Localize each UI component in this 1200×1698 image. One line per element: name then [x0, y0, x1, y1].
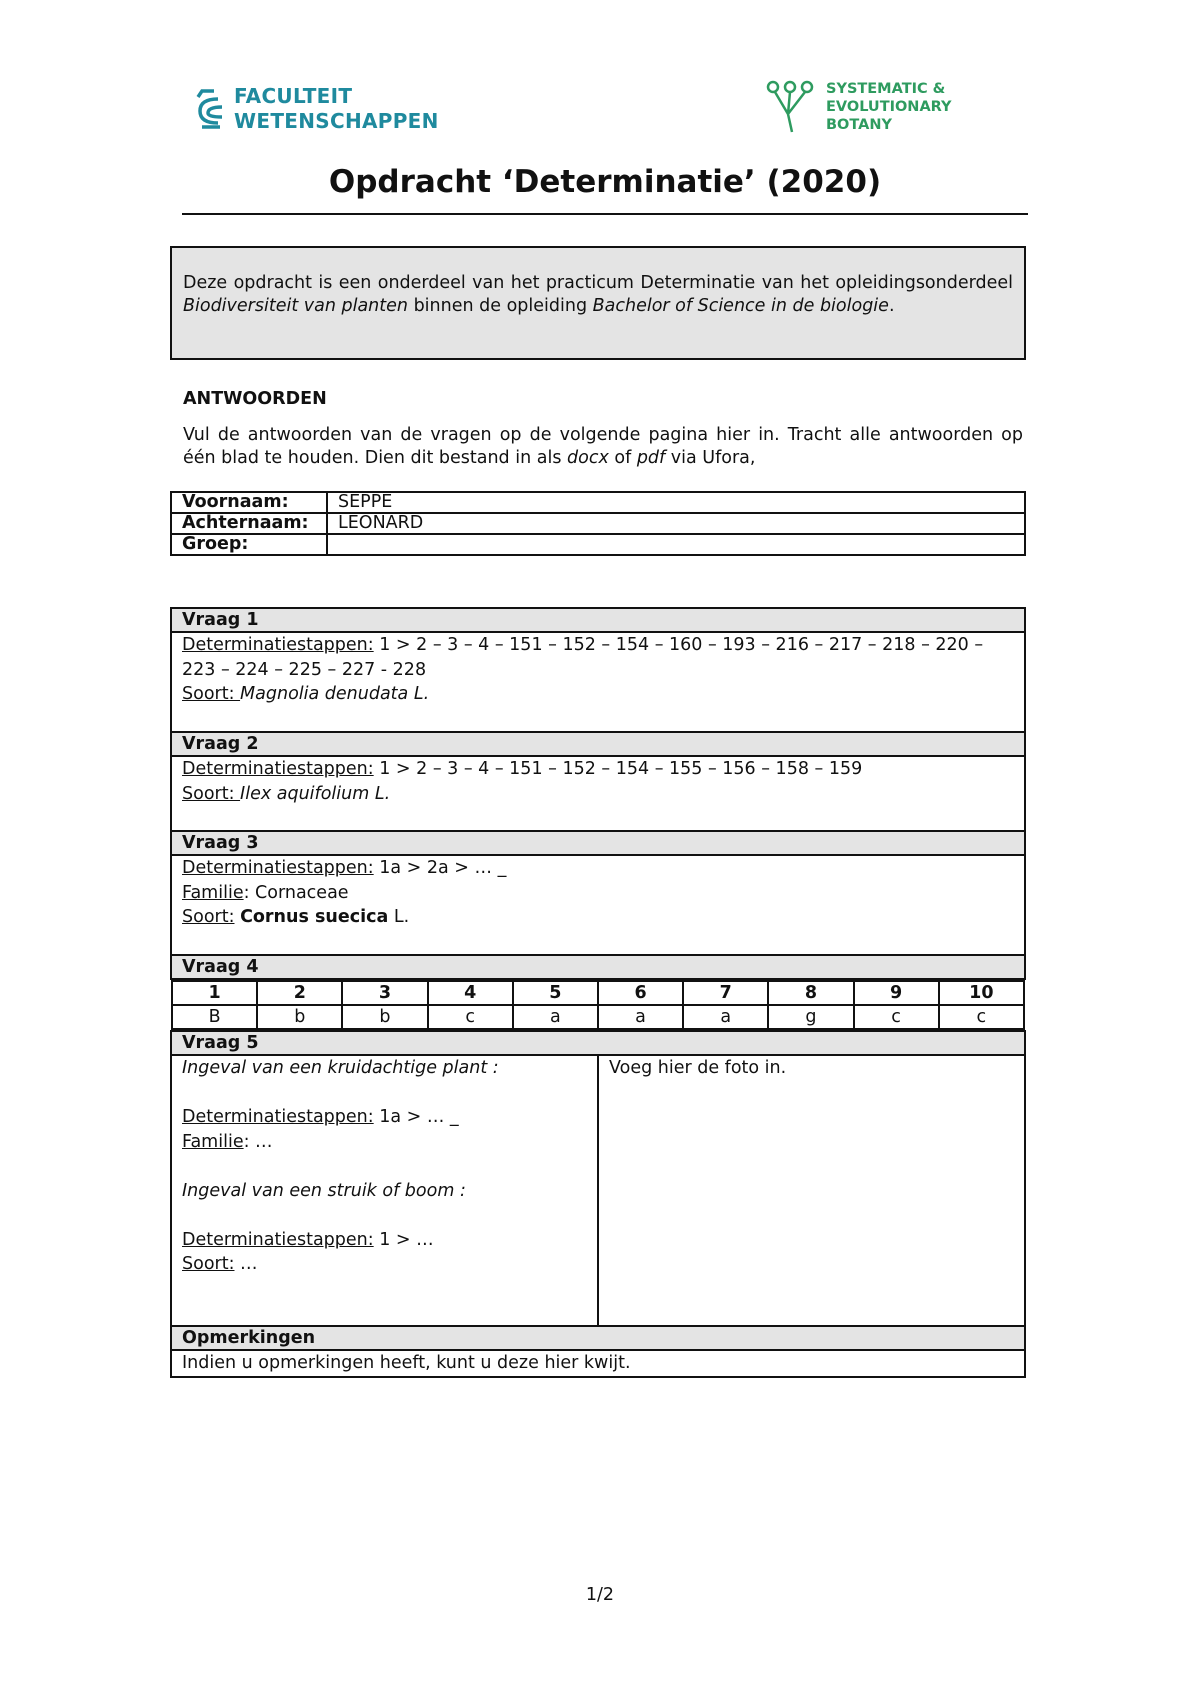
q4-answer[interactable]: a [598, 1005, 683, 1029]
q5-herb-steps: 1a > … _ [373, 1107, 459, 1127]
answers-instructions [183, 424, 1023, 469]
botany-logo [766, 80, 952, 136]
q4-answer[interactable]: c [428, 1005, 513, 1029]
q2-body[interactable] [171, 756, 1025, 831]
q4-number: 5 [513, 981, 598, 1005]
title-divider [182, 213, 1028, 215]
q4-answer[interactable]: c [854, 1005, 939, 1029]
q4-answer[interactable]: b [257, 1005, 342, 1029]
q4-answer[interactable]: a [513, 1005, 598, 1029]
q4-number: 1 [172, 981, 257, 1005]
intro-text-1: Deze opdracht is een onderdeel van het practicum Determinatie van het opleidingsonderdeel [183, 273, 1013, 293]
q4-grid-cell [171, 979, 1025, 1031]
q4-number: 3 [342, 981, 427, 1005]
q3-steps: 1a > 2a > … _ [373, 858, 507, 878]
student-info-table [170, 491, 1026, 556]
q5-tree-species: … [234, 1254, 258, 1274]
q5-tree-steps: 1 > … [373, 1229, 434, 1250]
q4-number: 6 [598, 981, 683, 1005]
q4-answer[interactable]: B [172, 1005, 257, 1029]
q3-family: : Cornaceae [243, 882, 349, 903]
q4-number: 2 [257, 981, 342, 1005]
first-name-field[interactable]: SEPPE [327, 492, 1025, 513]
intro-program-name: Bachelor of Science in de biologie [592, 295, 889, 316]
q5-herb-family: : … [243, 1131, 273, 1152]
q4-number: 10 [939, 981, 1024, 1005]
q3-body[interactable] [171, 855, 1025, 955]
q1-body[interactable] [171, 632, 1025, 732]
q5-header: Vraag 5 [171, 1031, 1025, 1055]
q5-herb-family-label: Familie [182, 1131, 244, 1152]
first-name-row [171, 492, 1025, 513]
q5-tree-steps-label: Determinatiestappen: [182, 1229, 374, 1250]
q4-answer[interactable]: b [342, 1005, 427, 1029]
q3-steps-label: Determinatiestappen: [182, 858, 374, 878]
group-label: Groep: [171, 534, 327, 555]
q3-species: Cornus suecica [240, 907, 389, 927]
q4-answer-row [172, 1005, 1024, 1029]
q2-header: Vraag 2 [171, 732, 1025, 756]
q2-species-label: Soort: [182, 783, 241, 804]
botany-emblem-icon [766, 80, 822, 136]
last-name-label: Achternaam: [171, 513, 327, 534]
answers-text-3: via Ufora, [665, 447, 756, 468]
answers-text-1: Vul de antwoorden van de vragen op de volgende pagina hier in. Tracht alle antwoorden op één blad te houden. Dien dit bestand in als [183, 425, 1023, 468]
q4-header: Vraag 4 [171, 955, 1025, 979]
intro-course-name: Biodiversiteit van planten [183, 295, 408, 316]
page-number: 1/2 [585, 1585, 615, 1605]
q4-number: 7 [683, 981, 768, 1005]
q1-header: Vraag 1 [171, 608, 1025, 632]
group-field[interactable] [327, 534, 1025, 555]
q3-header: Vraag 3 [171, 831, 1025, 855]
remarks-text: Indien u opmerkingen heeft, kunt u deze hier kwijt. [182, 1353, 631, 1373]
q5-photo-placeholder: Voeg hier de foto in. [609, 1058, 787, 1078]
q1-steps-label: Determinatiestappen: [182, 635, 374, 655]
remarks-header: Opmerkingen [171, 1326, 1025, 1350]
botany-logo-line2: EVOLUTIONARY [826, 99, 952, 115]
q5-tree-case: Ingeval van een struik of boom : [182, 1180, 466, 1201]
botany-logo-line1: SYSTEMATIC & [826, 81, 946, 97]
q4-number-row [172, 981, 1024, 1005]
answers-format-pdf: pdf [636, 447, 666, 468]
q4-number: 9 [854, 981, 939, 1005]
q3-species-label: Soort: [182, 907, 235, 927]
q5-herb-steps-label: Determinatiestappen: [182, 1107, 374, 1127]
q4-answer-grid [171, 980, 1025, 1030]
answers-format-docx: docx [567, 447, 609, 468]
group-row [171, 534, 1025, 555]
questions-table [170, 607, 1026, 1378]
q5-answer-cell[interactable] [171, 1055, 598, 1326]
faculty-logo [192, 84, 439, 134]
q4-number: 4 [428, 981, 513, 1005]
botany-logo-line3: BOTANY [826, 117, 893, 133]
q4-answer[interactable]: c [939, 1005, 1024, 1029]
q5-tree-species-label: Soort: [182, 1254, 235, 1274]
remarks-field[interactable] [171, 1350, 1025, 1377]
intro-text-3: . [888, 295, 895, 316]
q2-steps: 1 > 2 – 3 – 4 – 151 – 152 – 154 – 155 – 156 – 158 – 159 [373, 759, 863, 779]
answers-heading: ANTWOORDEN [183, 389, 327, 409]
faculty-emblem-icon [192, 87, 228, 131]
q1-species-label: Soort: [182, 684, 241, 704]
q2-steps-label: Determinatiestappen: [182, 759, 374, 779]
last-name-row [171, 513, 1025, 534]
q2-species: Ilex aquifolium L. [240, 783, 391, 804]
q4-answer[interactable]: a [683, 1005, 768, 1029]
q3-species-author: L. [388, 907, 410, 927]
q4-number: 8 [768, 981, 853, 1005]
answers-text-2: of [608, 447, 637, 468]
faculty-logo-line1: FACULTEIT [234, 84, 353, 108]
q5-photo-cell[interactable] [598, 1055, 1025, 1326]
q1-species: Magnolia denudata L. [240, 684, 430, 704]
q3-family-label: Familie [182, 882, 244, 903]
intro-box [170, 246, 1026, 360]
q5-herb-case: Ingeval van een kruidachtige plant : [182, 1058, 499, 1078]
page-title: Opdracht ‘Determinatie’ (2020) [328, 164, 882, 200]
q4-answer[interactable]: g [768, 1005, 853, 1029]
last-name-field[interactable]: LEONARD [327, 513, 1025, 534]
first-name-label: Voornaam: [171, 492, 327, 513]
faculty-logo-line2: WETENSCHAPPEN [234, 109, 439, 133]
q1-steps: 1 > 2 – 3 – 4 – 151 – 152 – 154 – 160 – 193 – 216 – 217 – 218 – 220 – 223 – 224 – 225 – 227 - 228 [182, 635, 984, 680]
intro-text-2: binnen de opleiding [408, 295, 593, 316]
